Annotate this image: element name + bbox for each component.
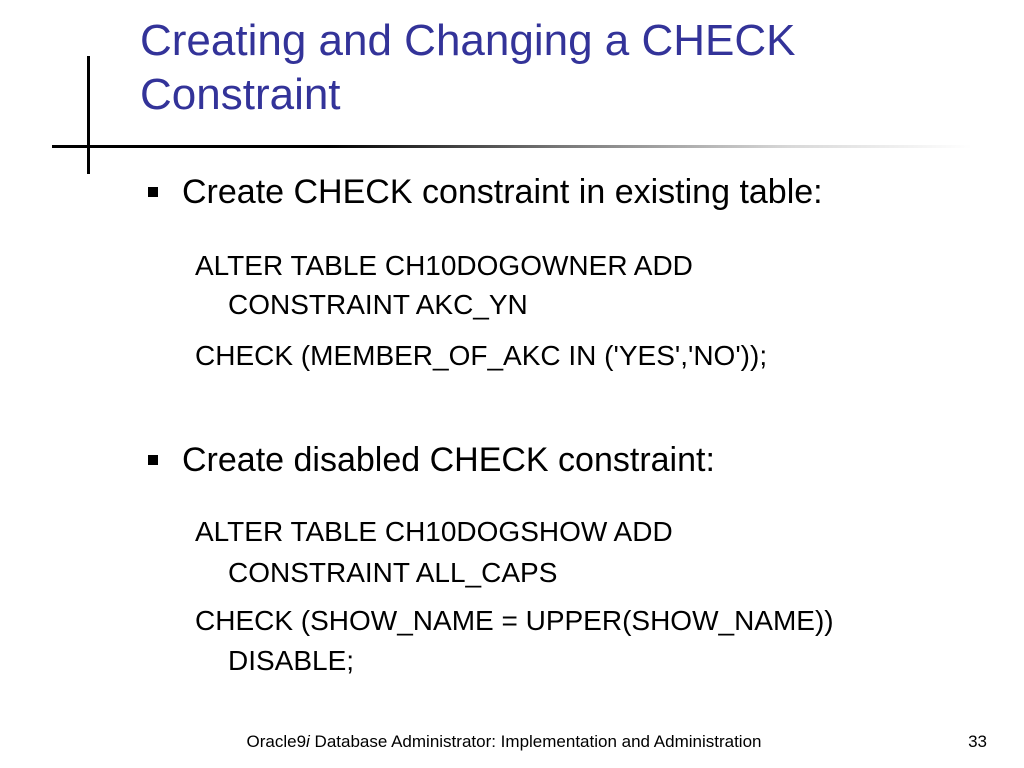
code-line: ALTER TABLE CH10DOGSHOW ADD <box>195 516 673 547</box>
code-line: DISABLE; <box>228 645 355 676</box>
bullet-text: Create CHECK constraint in existing table: <box>182 173 823 211</box>
decorative-horizontal-line <box>52 145 972 148</box>
code-line: ALTER TABLE CH10DOGOWNER ADD <box>195 250 693 281</box>
code-line: CONSTRAINT ALL_CAPS <box>228 557 558 588</box>
footer-prefix: Oracle9 <box>246 732 307 751</box>
square-bullet-icon <box>148 187 158 197</box>
slide-title: Creating and Changing a CHECK Constraint <box>140 16 796 119</box>
code-line: CHECK (MEMBER_OF_AKC IN ('YES','NO')); <box>195 340 768 371</box>
square-bullet-icon <box>148 455 158 465</box>
page-number: 33 <box>968 732 987 751</box>
code-line: CHECK (SHOW_NAME = UPPER(SHOW_NAME)) <box>195 605 834 636</box>
code-line: CONSTRAINT AKC_YN <box>228 289 528 320</box>
bullet-item-1 <box>148 172 823 212</box>
slide-footer <box>0 731 1008 753</box>
decorative-vertical-line <box>87 56 90 174</box>
footer-suffix: Database Administrator: Implementation and Administration <box>309 732 762 751</box>
bullet-text: Create disabled CHECK constraint: <box>182 441 715 479</box>
footer-italic: i <box>306 732 310 751</box>
bullet-item-2 <box>148 440 715 480</box>
